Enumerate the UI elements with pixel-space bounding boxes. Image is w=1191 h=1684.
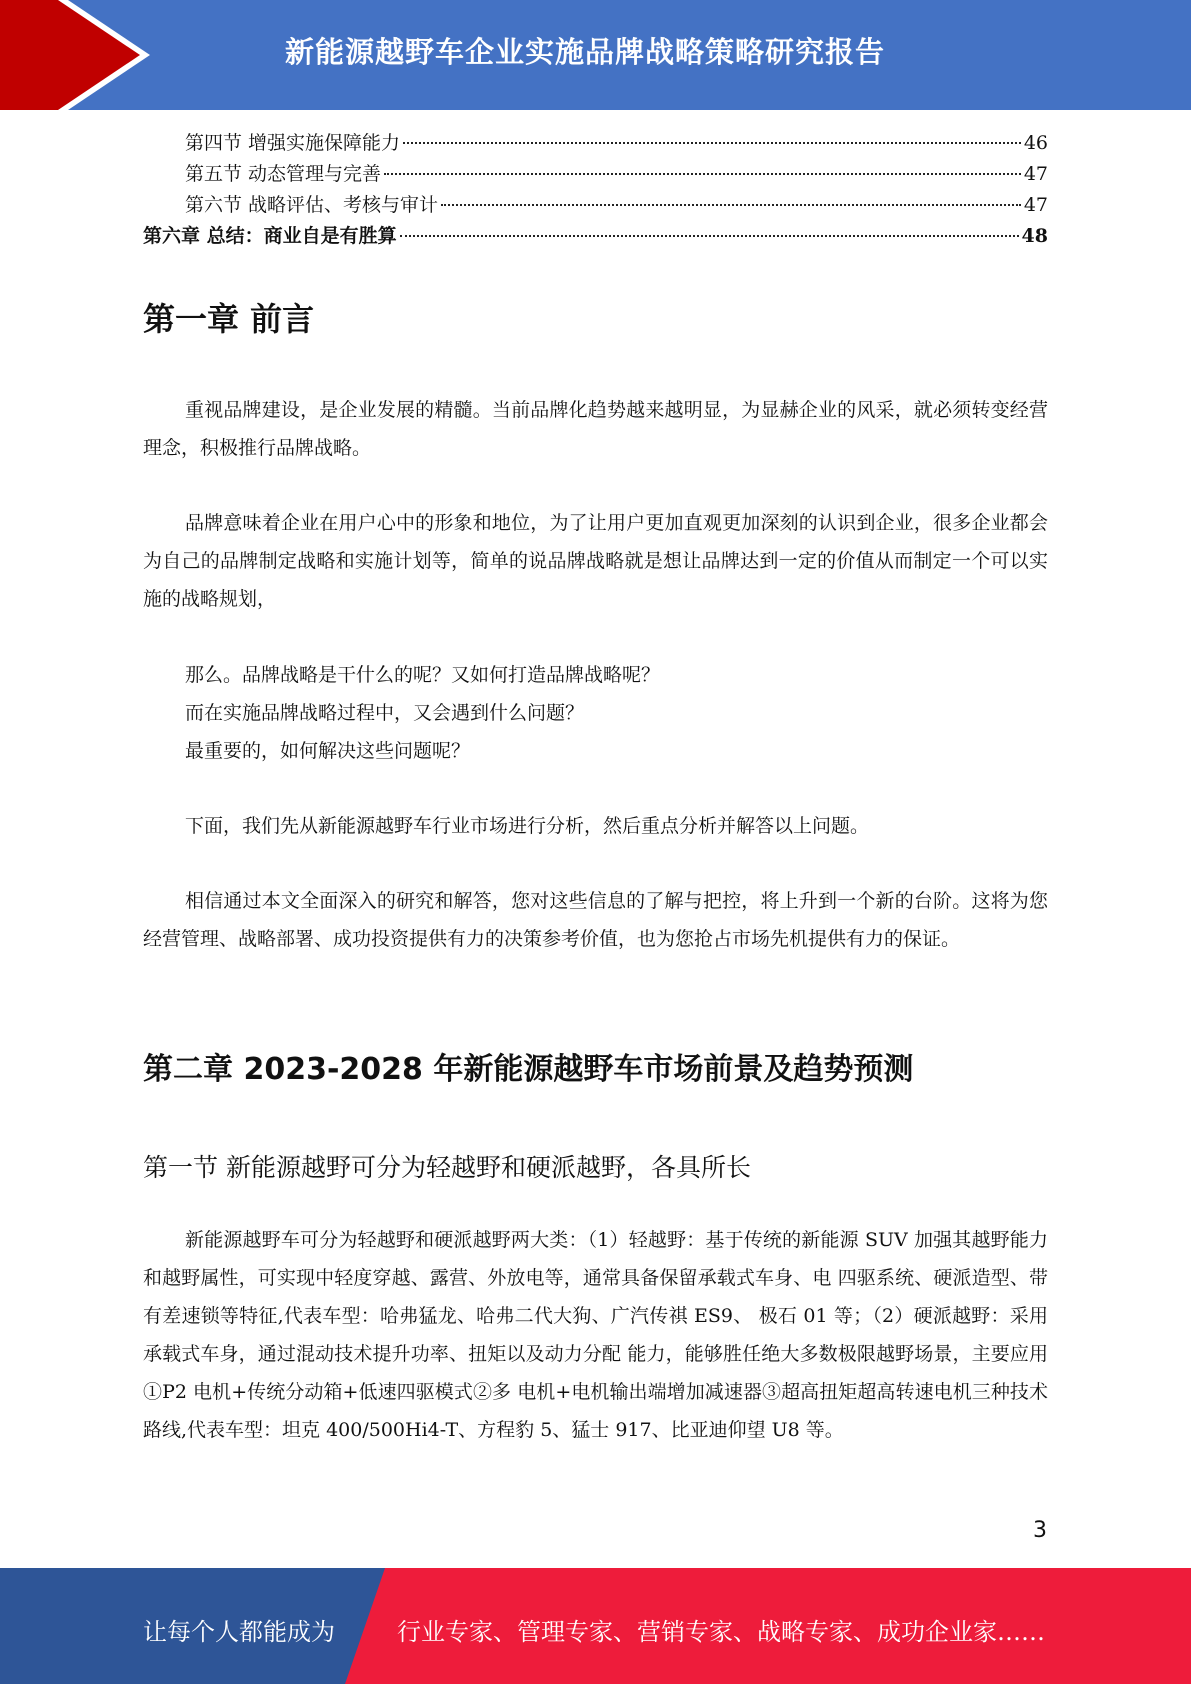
toc-entry-label: 第四节 增强实施保障能力 [185,132,401,154]
toc-leader-dots [403,142,1021,144]
toc-entry[interactable] [143,128,1048,159]
toc-entry-label: 第五节 动态管理与完善 [185,163,382,185]
chapter-1-paragraph-1: 重视品牌建设，是企业发展的精髓。当前品牌化趋势越来越明显，为显赫企业的风采，就必须转变经营理念，积极推行品牌战略。 [143,399,1048,459]
chapter-1-question-3: 最重要的，如何解决这些问题呢？ [185,740,471,762]
toc-entry-page: 48 [1021,225,1048,247]
toc-leader-dots [441,204,1021,206]
section-1-heading: 第一节 新能源越野可分为轻越野和硬派越野，各具所长 [143,1153,751,1182]
footer-slogan-left: 让每个人都能成为 [143,1618,335,1646]
page-footer [0,1568,1191,1684]
section-1-paragraph: 新能源越野车可分为轻越野和硬派越野两大类：（1）轻越野：基于传统的新能源 SUV 加强其越野能力和越野属性，可实现中轻度穿越、露营、外放电等，通常具备保留承载式车身、电 四驱系统、硬派造型、带有差速锁等特征,代表车型：哈弗猛龙、哈弗二代大狗、广汽传祺 ES9、 极石 01 等；（2）硬派越野：采用承载式车身，通过混动技术提升功率、扭矩以及动力分配 能力，能够胜任绝大多数极限越野场景，主要应用①P2 电机+传统分动箱+低速四驱模式②多 电机+电机输出端增加减速器③超高扭矩超高转速电机三种技术路线,代表车型：坦克 400/500Hi4-T、方程豹 5、猛士 917、比亚迪仰望 U8 等。 [143,1229,1048,1441]
toc-entry-label: 第六章 总结：商业自是有胜算 [143,225,397,247]
page-header [0,0,1191,110]
toc-leader-dots [400,235,1019,237]
toc-entry-page: 47 [1023,194,1048,216]
chapter-1-heading: 第一章 前言 [143,300,315,338]
toc-entry[interactable] [143,159,1048,190]
toc-entry-page: 47 [1023,163,1048,185]
toc-entry[interactable] [143,190,1048,221]
chapter-1-question-1: 那么。品牌战略是干什么的呢？又如何打造品牌战略呢？ [185,664,661,686]
chapter-1-paragraph-2: 品牌意味着企业在用户心中的形象和地位，为了让用户更加直观更加深刻的认识到企业，很多企业都会为自己的品牌制定战略和实施计划等，简单的说品牌战略就是想让品牌达到一定的价值从而制定一个可以实施的战略规划， [143,512,1048,610]
report-title: 新能源越野车企业实施品牌战略策略研究报告 [285,35,886,69]
chapter-1-question-2: 而在实施品牌战略过程中，又会遇到什么问题？ [185,702,585,724]
chapter-2-heading: 第二章 2023-2028 年新能源越野车市场前景及趋势预测 [143,1052,914,1087]
toc-entry-label: 第六节 战略评估、考核与审计 [185,194,439,216]
chapter-1-paragraph-4: 相信通过本文全面深入的研究和解答，您对这些信息的了解与把控，将上升到一个新的台阶。这将为您经营管理、战略部署、成功投资提供有力的决策参考价值，也为您抢占市场先机提供有力的保证。 [143,890,1048,950]
chapter-1-paragraph-3: 下面，我们先从新能源越野车行业市场进行分析，然后重点分析并解答以上问题。 [185,815,870,837]
header-chevron-decoration [0,0,160,110]
page-number: 3 [1033,1518,1047,1543]
toc-leader-dots [384,173,1021,175]
toc-chapter-entry[interactable] [143,221,1048,252]
footer-slogan-right: 行业专家、管理专家、营销专家、战略专家、成功企业家…… [397,1618,1045,1646]
table-of-contents [143,128,1048,252]
toc-entry-page: 46 [1023,132,1048,154]
